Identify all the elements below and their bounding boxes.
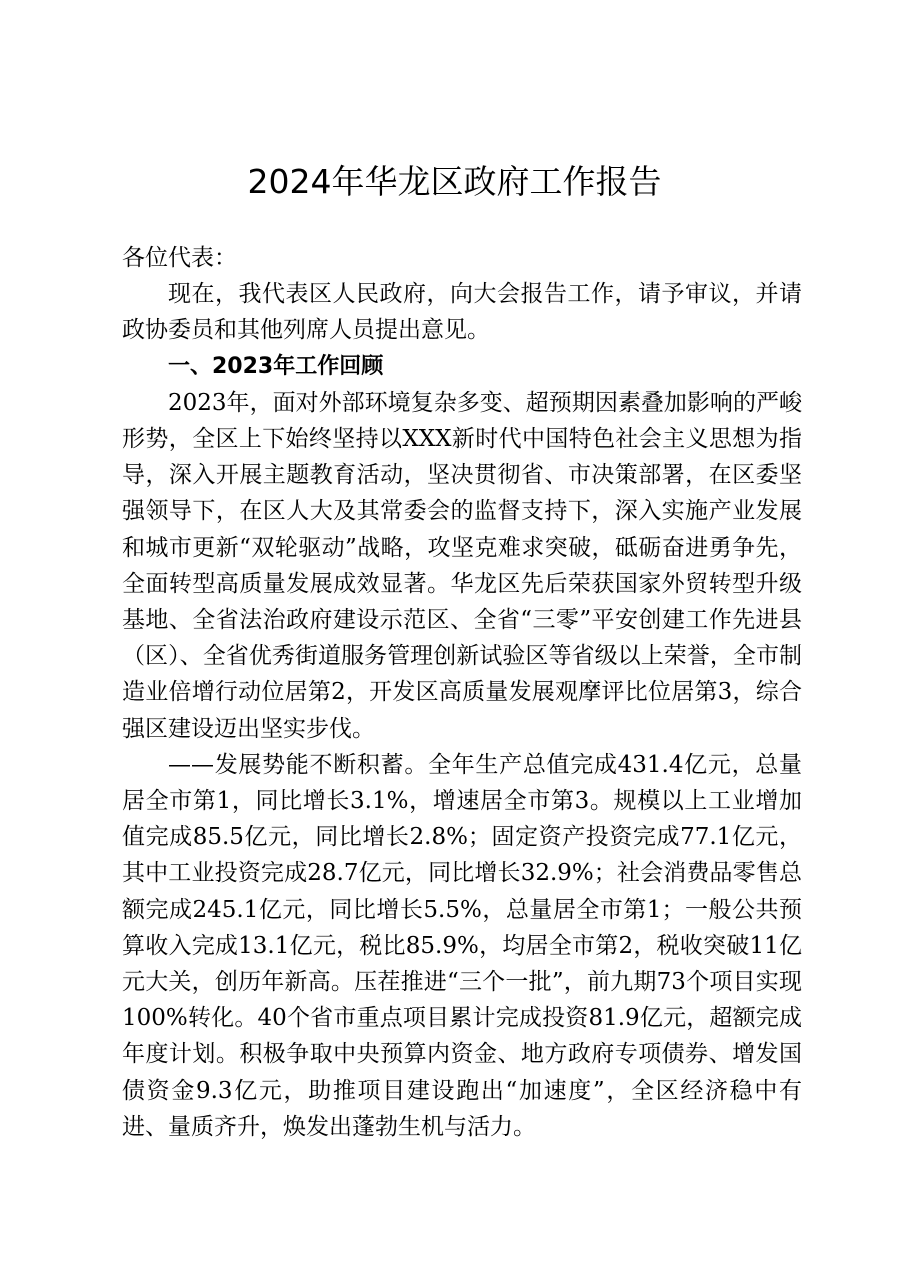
intro-paragraph: 现在，我代表区人民政府，向大会报告工作，请予审议，并请政协委员和其他列席人员提出意见。 <box>122 281 802 344</box>
section-heading: 一、2023年工作回顾 <box>168 353 384 379</box>
document-title: 2024年华龙区政府工作报告 <box>247 162 662 201</box>
review-paragraph: 2023年，面对外部环境复杂多变、超预期因素叠加影响的严峻形势，全区上下始终坚持以XXX新时代中国特色社会主义思想为指导，深入开展主题教育活动，坚决贯彻省、市决策部署，在区委坚强领导下，在区人大及其常委会的监督支持下，深入实施产业发展和城市更新“双轮驱动”战略，攻坚克难求突破，砥砺奋进勇争先，全面转型高质量发展成效显著。华龙区先后荣获国家外贸转型升级基地、全省法治政府建设示范区、全省“三零”平安创建工作先进县（区）、全省优秀街道服务管理创新试验区等省级以上荣誉，全市制造业倍增行动位居第2，开发区高质量发展观摩评比位居第3，综合强区建设迈出坚实步伐。 <box>122 389 802 742</box>
document-body <box>122 240 802 1145</box>
momentum-paragraph: ——发展势能不断积蓄。全年生产总值完成431.4亿元，总量居全市第1，同比增长3.1%，增速居全市第3。规模以上工业增加值完成85.5亿元，同比增长2.8%；固定资产投资完成77.1亿元，其中工业投资完成28.7亿元，同比增长32.9%；社会消费品零售总额完成245.1亿元，同比增长5.5%，总量居全市第1；一般公共预算收入完成13.1亿元，税比85.9%，均居全市第2，税收突破11亿元大关，创历年新高。压茬推进“三个一批”，前九期73个项目实现100%转化。40个省市重点项目累计完成投资81.9亿元，超额完成年度计划。积极争取中央预算内资金、地方政府专项债券、增发国债资金9.3亿元，助推项目建设跑出“加速度”，全区经济稳中有进、量质齐升，焕发出蓬勃生机与活力。 <box>122 751 802 1140</box>
salutation: 各位代表： <box>122 245 237 271</box>
